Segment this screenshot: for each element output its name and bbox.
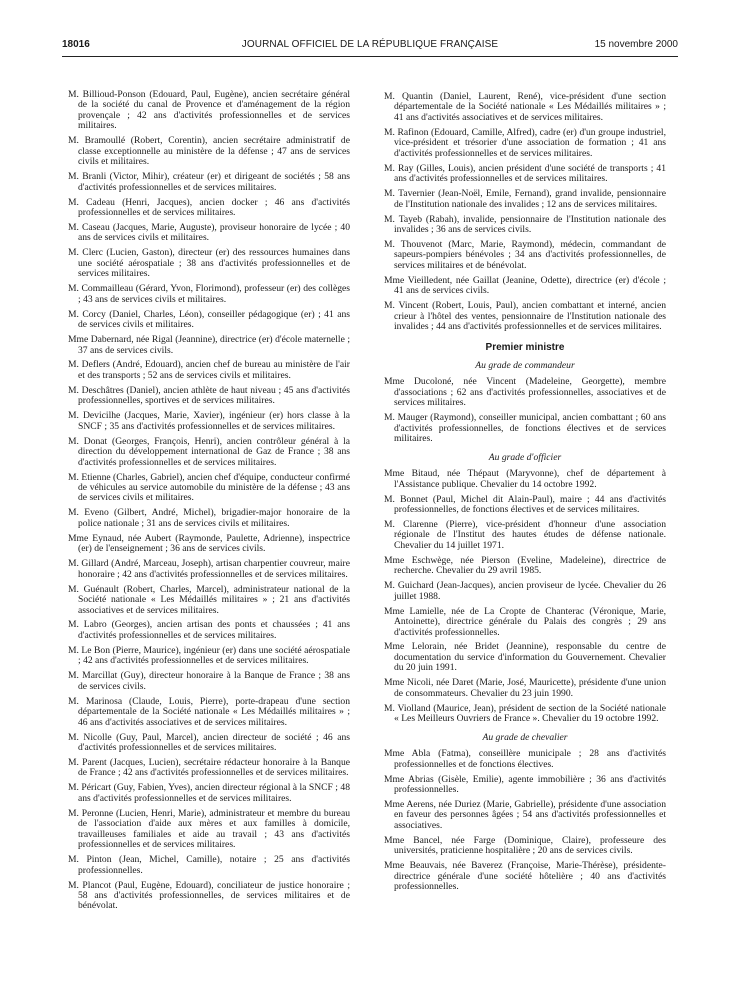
list-item: M. Bramoullé (Robert, Corentin), ancien secrétaire administratif de classe exceptionnelle au ministère de la défense ; 47 ans de services civils et militaires. — [68, 135, 350, 168]
section-title: Premier ministre — [485, 341, 565, 353]
header-rule — [62, 56, 678, 57]
list-item: Mme Dabernard, née Rigal (Jeannine), directrice (er) d'école maternelle ; 37 ans de services civils. — [68, 334, 350, 356]
list-item: M. Donat (Georges, François, Henri), ancien contrôleur général à la direction du développement international de Gaz de France ; 38 ans d'activités professionnelles et de services militaires. — [68, 435, 350, 468]
list-item: M. Cadeau (Henri, Jacques), ancien docker ; 46 ans d'activités professionnelles et de services militaires. — [68, 196, 350, 219]
list-item: M. Commailleau (Gérard, Yvon, Florimond), professeur (er) des collèges ; 43 ans de services civils et militaires. — [68, 283, 350, 305]
list-item: M. Deflers (André, Edouard), ancien chef de bureau au ministère de l'air et des transports ; 52 ans de services civils et militaires. — [68, 359, 350, 381]
right-column — [384, 92, 666, 897]
list-item: Mme Eynaud, née Aubert (Raymonde, Paulette, Adrienne), inspectrice (er) de l'enseignement ; 36 ans de services civils. — [68, 532, 350, 555]
list-item: M. Rafinon (Edouard, Camille, Alfred), cadre (er) d'un groupe industriel, vice-président et trésorier d'une association de formation ; 41 ans d'activités professionnelles et de services militaires. — [384, 126, 666, 159]
list-item: Mme Eschwège, née Pierson (Eveline, Madeleine), directrice de recherche. Chevalier du 29 avril 1985. — [384, 554, 666, 577]
list-item: M. Tayeb (Rabah), invalide, pensionnaire de l'Institution nationale des invalides ; 36 ans de services civils. — [384, 213, 666, 235]
list-item: Mme Abrias (Gisèle, Emilie), agente immobilière ; 36 ans d'activités professionnelles. — [384, 773, 666, 795]
list-item: M. Marcillat (Guy), directeur honoraire à la Banque de France ; 38 ans de services civils. — [68, 670, 350, 692]
list-item: Mme Lamielle, née de La Cropte de Chanterac (Véronique, Marie, Antoinette), directrice générale du Palais des congrès ; 29 ans d'activités professionnelles. — [384, 605, 666, 638]
list-item: M. Labro (Georges), ancien artisan des ponts et chaussées ; 41 ans d'activités professionnelles et de services militaires. — [68, 619, 350, 641]
list-item: M. Pinton (Jean, Michel, Camille), notaire ; 25 ans d'activités professionnelles. — [68, 854, 350, 876]
list-item: M. Quantin (Daniel, Laurent, René), vice-président d'une section départementale de la Société nationale « Les Médaillés militaires » ; 41 ans d'activités associatives et de services militaires. — [384, 91, 666, 123]
list-item: Mme Abla (Fatma), conseillère municipale ; 28 ans d'activités professionnelles et de fonctions électives. — [384, 748, 666, 770]
list-item: Mme Aerens, née Duriez (Marie, Gabrielle), présidente d'une association en faveur des personnes âgées ; 54 ans d'activités professionnelles et associatives. — [384, 798, 666, 831]
grade-heading-chevalier: Au grade de chevalier — [482, 731, 568, 743]
list-item: Mme Vieilledent, née Gaillat (Jeanine, Odette), directrice (er) d'école ; 41 ans de services civils. — [384, 274, 666, 297]
list-item: M. Billioud-Ponson (Edouard, Paul, Eugène), ancien secrétaire général de la société du canal de Provence et d'aménagement de la région provençale ; 42 ans d'activités professionnelles et de services militaires. — [68, 89, 350, 132]
list-item: M. Nicolle (Guy, Paul, Marcel), ancien directeur de société ; 46 ans d'activités professionnelles et de services militaires. — [68, 731, 350, 754]
journal-title: JOURNAL OFFICIEL DE LA RÉPUBLIQUE FRANÇAISE — [241, 39, 499, 50]
list-item: M. Guichard (Jean-Jacques), ancien proviseur de lycée. Chevalier du 26 juillet 1988. — [384, 580, 666, 602]
list-item: Mme Lelorain, née Bridet (Jeannine), responsable du centre de documentation du service d'information du Gouvernement. Chevalier du 20 juin 1991. — [384, 641, 666, 674]
list-item: M. Bonnet (Paul, Michel dit Alain-Paul), maire ; 44 ans d'activités professionnelles, de fonctions électives et de services militaires. — [384, 493, 666, 515]
list-item: Mme Nicoli, née Daret (Marie, José, Mauricette), présidente d'une union de consommateurs. Chevalier du 23 juin 1990. — [384, 677, 666, 699]
list-item: M. Clarenne (Pierre), vice-président d'honneur d'une association régionale de l'Institut des hautes études de défense nationale. Chevalier du 14 juillet 1971. — [384, 518, 666, 551]
list-item: M. Tavernier (Jean-Noël, Emile, Fernand), grand invalide, pensionnaire de l'Institution nationale des invalides ; 12 ans de services militaires. — [384, 188, 666, 210]
list-item: M. Marinosa (Claude, Louis, Pierre), porte-drapeau d'une section départementale de la Société nationale « Les Médaillés militaires » ; 46 ans d'activités associatives et de services militaires. — [68, 695, 350, 728]
page-number: 18016 — [62, 39, 90, 50]
list-item: Mme Bitaud, née Thépaut (Maryvonne), chef de département à l'Assistance publique. Chevalier du 14 octobre 1992. — [384, 468, 666, 490]
list-item: Mme Bancel, née Farge (Dominique, Claire), professeure des universités, praticienne hospitalière ; 20 ans de services civils. — [384, 834, 666, 857]
list-item: M. Vincent (Robert, Louis, Paul), ancien combattant et interné, ancien crieur à l'hôtel des ventes, pensionnaire de l'Institution nationale des invalides ; 44 ans d'activités professionnelles et de services militaires. — [384, 300, 666, 333]
list-item: M. Etienne (Charles, Gabriel), ancien chef d'équipe, conducteur confirmé de véhicules au service automobile du ministère de la défense ; 43 ans de services civils et militaires. — [68, 471, 350, 504]
list-item: M. Plancot (Paul, Eugène, Edouard), conciliateur de justice honoraire ; 58 ans d'activités professionnelles, de services militaires et de bénévolat. — [68, 879, 350, 912]
issue-date: 15 novembre 2000 — [594, 39, 678, 50]
list-item: M. Devicilhe (Jacques, Marie, Xavier), ingénieur (er) hors classe à la SNCF ; 35 ans d'activités professionnelles et de services militaires. — [68, 410, 350, 432]
list-item: M. Thouvenot (Marc, Marie, Raymond), médecin, commandant de sapeurs-pompiers bénévoles ; 34 ans d'activités professionnelles, de services militaires et de bénévolat. — [384, 238, 666, 271]
page-header — [62, 39, 678, 53]
list-item: M. Ray (Gilles, Louis), ancien président d'une société de transports ; 41 ans d'activités professionnelles et de services militaires. — [384, 162, 666, 185]
list-item: M. Deschâtres (Daniel), ancien athlète de haut niveau ; 45 ans d'activités professionnelles, sportives et de services militaires. — [68, 384, 350, 407]
list-item: M. Caseau (Jacques, Marie, Auguste), proviseur honoraire de lycée ; 40 ans de services civils et militaires. — [68, 221, 350, 244]
list-item: M. Corcy (Daniel, Charles, Léon), conseiller pédagogique (er) ; 41 ans de services civils et militaires. — [68, 308, 350, 331]
list-item: M. Branli (Victor, Mihir), créateur (er) et dirigeant de sociétés ; 58 ans d'activités professionnelles et de services militaires. — [68, 171, 350, 193]
list-item: M. Clerc (Lucien, Gaston), directeur (er) des ressources humaines dans une société aérospatiale ; 38 ans d'activités professionnelles et de services militaires. — [68, 247, 350, 280]
list-item: M. Péricart (Guy, Fabien, Yves), ancien directeur régional à la SNCF ; 48 ans d'activités professionnelles et de services militaires. — [68, 782, 350, 804]
list-item: M. Guénault (Robert, Charles, Marcel), administrateur national de la Société nationale « Les Médaillés militaires » ; 21 ans d'activités associatives et de services militaires. — [68, 583, 350, 616]
list-item: Mme Ducoloné, née Vincent (Madeleine, Georgette), membre d'associations ; 62 ans d'activités professionnelles, associatives et de services militaires. — [384, 376, 666, 409]
list-item: M. Eveno (Gilbert, André, Michel), brigadier-major honoraire de la police nationale ; 31 ans de services civils et militaires. — [68, 507, 350, 529]
list-item: M. Violland (Maurice, Jean), président de section de la Société nationale « Les Meilleurs Ouvriers de France ». Chevalier du 19 octobre 1992. — [384, 702, 666, 725]
list-item: M. Parent (Jacques, Lucien), secrétaire rédacteur honoraire à la Banque de France ; 42 ans d'activités professionnelles et de services militaires. — [68, 756, 350, 779]
list-item: M. Peronne (Lucien, Henri, Marie), administrateur et membre du bureau de l'association d'aide aux mères et aux familles à domicile, travailleuses familiales et aide au travail ; 43 ans d'activités professionnelles et de services militaires. — [68, 807, 350, 851]
grade-heading-officier: Au grade d'officier — [488, 451, 562, 463]
list-item: M. Mauger (Raymond), conseiller municipal, ancien combattant ; 60 ans d'activités professionnelles, de fonctions électives et de services militaires. — [384, 412, 666, 445]
grade-heading-commandeur: Au grade de commandeur — [475, 360, 575, 372]
list-item: M. Gillard (André, Marceau, Joseph), artisan charpentier couvreur, maire honoraire ; 42 ans d'activités professionnelles et de services militaires. — [68, 558, 350, 580]
left-column — [68, 90, 350, 916]
list-item: M. Le Bon (Pierre, Maurice), ingénieur (er) dans une société aérospatiale ; 42 ans d'activités professionnelles et de services militaires. — [68, 644, 350, 667]
list-item: Mme Beauvais, née Baverez (Françoise, Marie-Thérèse), présidente-directrice générale d'une société hôtelière ; 40 ans d'activités professionnelles. — [384, 860, 666, 893]
